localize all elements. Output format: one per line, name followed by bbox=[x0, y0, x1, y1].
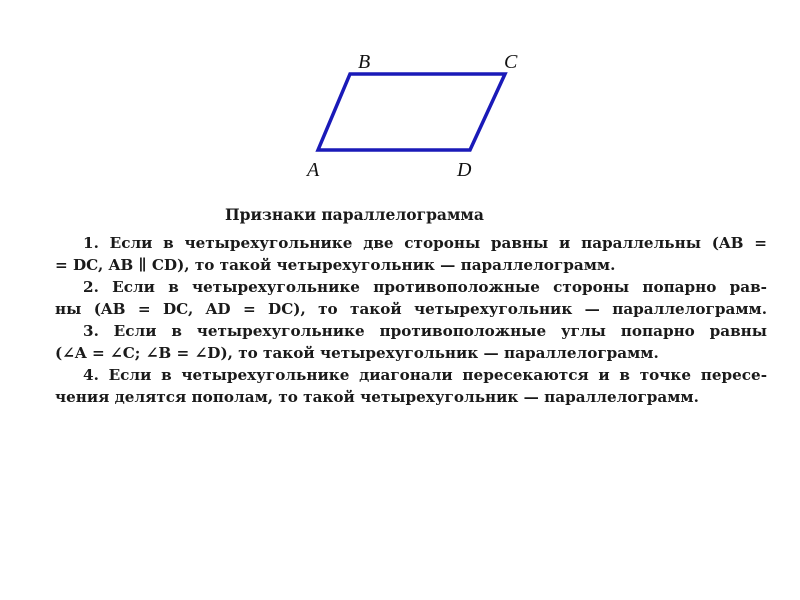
vertex-label-d: D bbox=[457, 159, 472, 181]
vertex-label-b: B bbox=[358, 51, 371, 73]
criterion-2-line-1: 2. Если в четырехугольнике противоположные стороны попарно рав- bbox=[83, 278, 767, 296]
criterion-3-line-1: 3. Если в четырехугольнике противоположные углы попарно равны bbox=[83, 322, 767, 340]
criterion-1-line-1: 1. Если в четырехугольнике две стороны равны и параллельны (AB = bbox=[83, 234, 767, 252]
criterion-1-line-2: = DC, AB ∥ CD), то такой четырехугольник — параллелограмм. bbox=[55, 256, 616, 274]
section-heading: Признаки параллелограмма bbox=[225, 205, 484, 224]
vertex-label-c: C bbox=[504, 51, 518, 73]
criterion-4-line-2: чения делятся пополам, то такой четырехугольник — параллелограмм. bbox=[55, 388, 699, 406]
vertex-label-a: A bbox=[307, 159, 320, 181]
criterion-4-line-1: 4. Если в четырехугольнике диагонали пересекаются и в точке пересе- bbox=[83, 366, 767, 384]
parallelogram-shape bbox=[318, 74, 505, 150]
criterion-2-line-2: ны (AB = DC, AD = DC), то такой четырехугольник — параллелограмм. bbox=[55, 300, 767, 318]
criteria-text bbox=[55, 232, 767, 408]
criterion-3-line-2: (∠A = ∠C; ∠B = ∠D), то такой четырехугольник — параллелограмм. bbox=[55, 344, 659, 362]
